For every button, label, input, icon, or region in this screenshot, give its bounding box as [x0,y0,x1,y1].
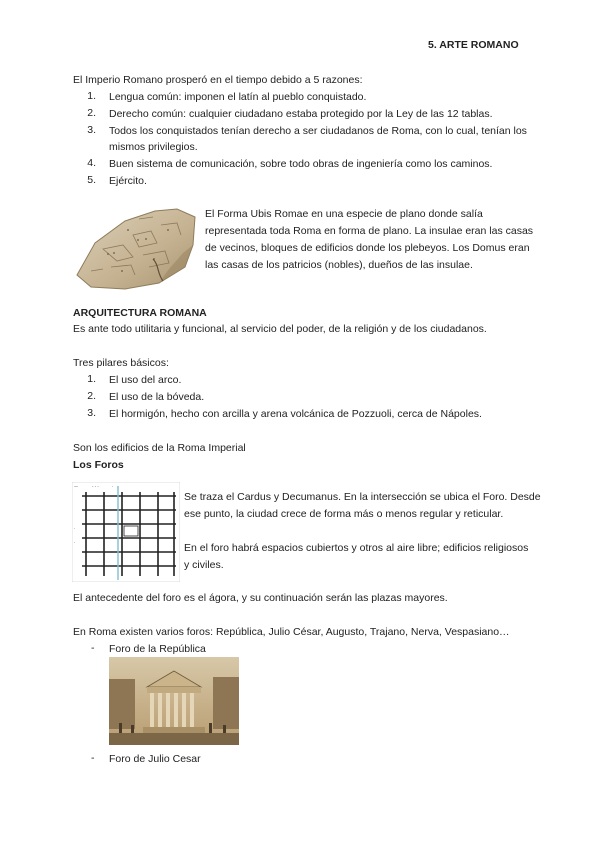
forma-urbis-text: representada toda Roma en forma de plano. La insulae eran las casas [205,225,534,237]
forma-urbis-text: de vecinos, bloques de edificios donde los plebeyos. Los Domus eran [205,242,530,254]
foros-para2: En el foro habrá espacios cubiertos y otros al aire libre; edificios religiosos [184,542,529,554]
list-dash: - [91,642,95,654]
pillar-number: 2. [87,390,96,402]
document-title: 5. ARTE ROMANO [428,39,519,51]
forma-urbis-text: El Forma Ubis Romae en una especie de plano donde salía [205,208,483,220]
foro-republica-image [109,657,239,745]
list-dash: - [91,752,95,764]
foros-para1: ese punto, la ciudad crece de forma más o menos regular y reticular. [184,508,504,520]
reason-text: Ejército. [109,175,147,187]
reason-text-cont: mismos privilegios. [109,141,198,153]
arquitectura-heading: ARQUITECTURA ROMANA [73,307,207,319]
pillar-number: 3. [87,407,96,419]
antecedente-text: El antecedente del foro es el ágora, y su continuación serán las plazas mayores. [73,592,448,604]
pillar-text: El hormigón, hecho con arcilla y arena volcánica de Pozzuoli, cerca de Nápoles. [109,408,482,420]
svg-text:·: · [74,526,76,531]
reason-text: Buen sistema de comunicación, sobre todo obras de ingeniería como los caminos. [109,158,493,170]
svg-text:- - -: - - - [92,484,99,489]
foros-heading: Los Foros [73,459,124,471]
reason-number: 2. [87,107,96,119]
reason-text: Todos los conquistados tenían derecho a ser ciudadanos de Roma, con lo cual, tenían los [109,125,527,137]
reason-text: Lengua común: imponen el latín al pueblo conquistado. [109,91,367,103]
reason-text: Derecho común: cualquier ciudadano estaba protegido por la Ley de las 12 tablas. [109,108,493,120]
svg-text:—: — [74,484,78,489]
pillar-text: El uso del arco. [109,374,182,386]
foros-para2: y civiles. [184,559,224,571]
svg-text:·: · [112,484,114,489]
pillar-number: 1. [87,373,96,385]
forma-urbis-stone-image [73,205,198,290]
svg-text:·: · [74,540,76,545]
arquitectura-desc: Es ante todo utilitaria y funcional, al servicio del poder, de la religión y de los ciudadanos. [73,323,487,335]
reason-number: 1. [87,90,96,102]
pillars-lead: Tres pilares básicos: [73,357,169,369]
foro-item: Foro de Julio Cesar [109,753,201,765]
edificios-text: Son los edificios de la Roma Imperial [73,442,246,454]
pillar-text: El uso de la bóveda. [109,391,205,403]
reason-number: 5. [87,174,96,186]
reason-number: 3. [87,124,96,136]
city-grid-plan-image [72,482,180,582]
varios-foros-text: En Roma existen varios foros: República, Julio César, Augusto, Trajano, Nerva, Vespasiano… [73,626,510,638]
foro-item: Foro de la República [109,643,206,655]
foros-para1: Se traza el Cardus y Decumanus. En la intersección se ubica el Foro. Desde [184,491,541,503]
forma-urbis-text: las casas de los patricios (nobles), dueños de las insulae. [205,259,473,271]
intro-lead: El Imperio Romano prosperó en el tiempo debido a 5 razones: [73,74,363,86]
reason-number: 4. [87,157,96,169]
